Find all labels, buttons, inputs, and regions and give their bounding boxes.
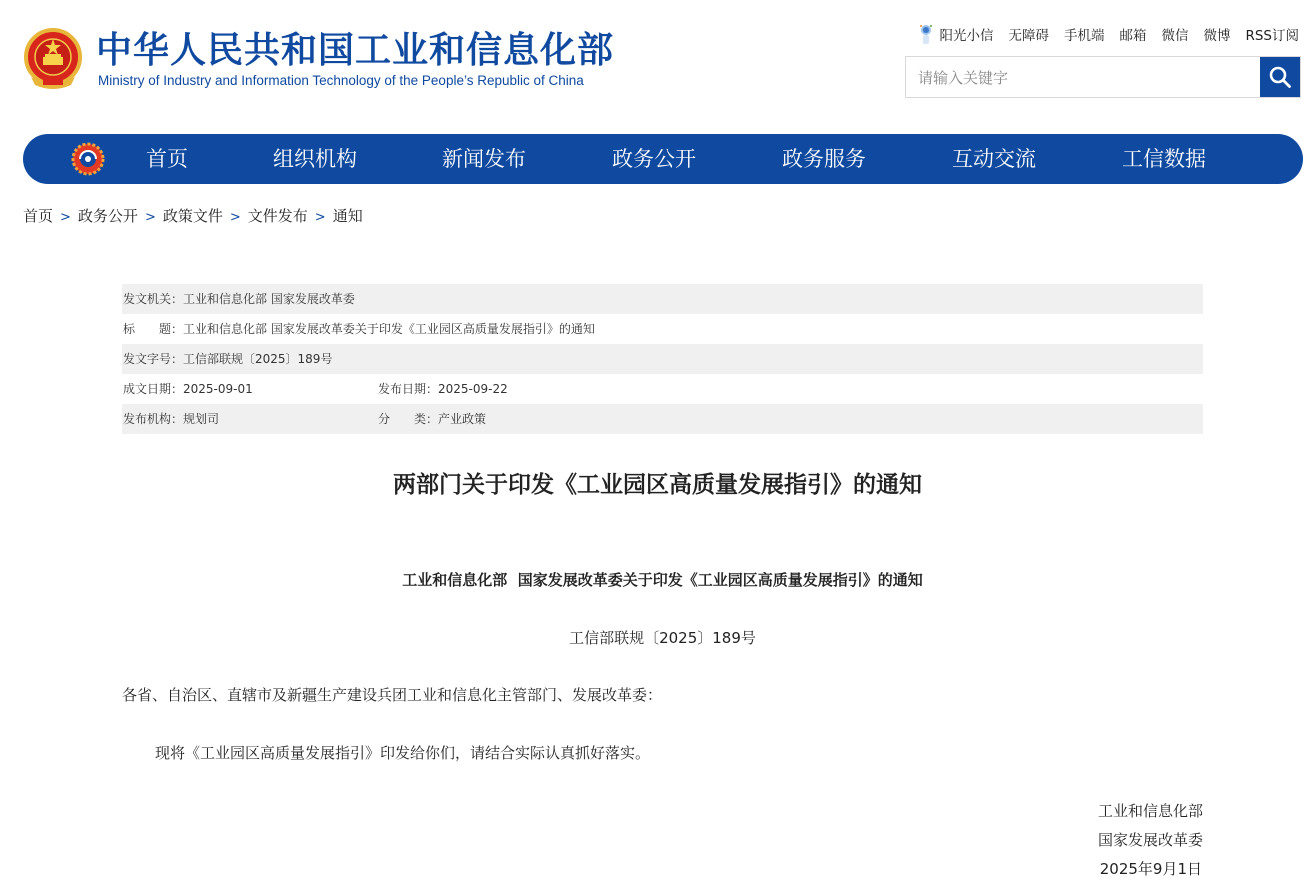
nav-interaction[interactable]: 互动交流: [952, 147, 1036, 171]
nav-data[interactable]: 工信数据: [1122, 147, 1206, 171]
breadcrumb: [23, 205, 363, 226]
meta-publish-date: 发布日期：2025-09-22: [378, 382, 508, 396]
search-input[interactable]: [916, 57, 1250, 99]
meta-row-issuer: [122, 284, 1203, 314]
nav-organization[interactable]: 组织机构: [273, 147, 357, 171]
top-link-mobile[interactable]: 手机端: [1063, 28, 1105, 44]
main-nav: [23, 134, 1303, 184]
meta-subject: 标 题：工业和信息化部 国家发展改革委关于印发《工业园区高质量发展指引》的通知: [123, 322, 595, 336]
search-icon: [1268, 65, 1292, 89]
article-subtitle: 工业和信息化部 国家发展改革委关于印发《工业园区高质量发展指引》的通知: [402, 571, 923, 589]
breadcrumb-separator: >: [144, 210, 156, 225]
meta-row-org: [122, 404, 1203, 434]
article-doc-number: 工信部联规〔2025〕189号: [569, 629, 756, 647]
top-link-label: 阳光小信: [939, 28, 994, 44]
breadcrumb-document-release[interactable]: 文件发布: [247, 207, 308, 225]
signature-date: 2025年9月1日: [1099, 860, 1202, 878]
meta-category: 分 类：产业政策: [378, 412, 487, 426]
top-link-wechat[interactable]: 微信: [1161, 28, 1189, 44]
meta-row-subject: [122, 314, 1203, 344]
breadcrumb-notice[interactable]: 通知: [332, 207, 363, 225]
breadcrumb-separator: >: [229, 210, 241, 225]
nav-home[interactable]: 首页: [146, 147, 188, 171]
meta-doc-no: 发文字号：工信部联规〔2025〕189号: [123, 352, 333, 366]
top-link-rss[interactable]: RSS订阅: [1245, 28, 1299, 44]
search-box: [905, 56, 1301, 98]
nav-news[interactable]: 新闻发布: [442, 147, 526, 171]
article-title: 两部门关于印发《工业园区高质量发展指引》的通知: [393, 472, 922, 498]
top-link-weibo[interactable]: 微博: [1203, 28, 1231, 44]
breadcrumb-policy-documents[interactable]: 政策文件: [162, 207, 223, 225]
nav-government-affairs[interactable]: 政务公开: [612, 147, 696, 171]
meta-row-doc-no: [122, 344, 1203, 374]
signature-miit: 工业和信息化部: [1097, 802, 1203, 820]
article-addressee: 各省、自治区、直辖市及新疆生产建设兵团工业和信息化主管部门、发展改革委：: [122, 686, 663, 704]
site-title-cn[interactable]: 中华人民共和国工业和信息化部: [96, 30, 615, 71]
signature-ndrc: 国家发展改革委: [1097, 831, 1203, 849]
document-meta-table: [122, 284, 1203, 434]
breadcrumb-separator: >: [314, 210, 326, 225]
breadcrumb-government-affairs[interactable]: 政务公开: [77, 207, 138, 225]
meta-issuer: 发文机关：工业和信息化部 国家发展改革委: [123, 292, 355, 306]
top-link-mailbox[interactable]: 邮箱: [1119, 28, 1147, 44]
top-link-accessibility[interactable]: 无障碍: [1008, 28, 1049, 44]
top-link-yangguang[interactable]: [917, 23, 993, 45]
meta-row-dates: [122, 374, 1203, 404]
article-paragraph: 现将《工业园区高质量发展指引》印发给你们，请结合实际认真抓好落实。: [155, 744, 651, 762]
nav-government-services[interactable]: 政务服务: [782, 147, 866, 171]
meta-written-date: 成文日期：2025-09-01: [123, 382, 253, 396]
top-links: [917, 23, 1299, 45]
national-emblem-logo[interactable]: [23, 27, 83, 93]
site-title-en[interactable]: Ministry of Industry and Information Technology of the People’s Republic of China: [98, 73, 584, 88]
breadcrumb-home[interactable]: 首页: [23, 207, 54, 225]
meta-org: 发布机构：规划司: [123, 412, 220, 426]
breadcrumb-separator: >: [60, 210, 71, 225]
mascot-icon: [917, 23, 935, 45]
search-button[interactable]: [1260, 57, 1300, 97]
miit-gear-logo-icon: [71, 142, 105, 176]
